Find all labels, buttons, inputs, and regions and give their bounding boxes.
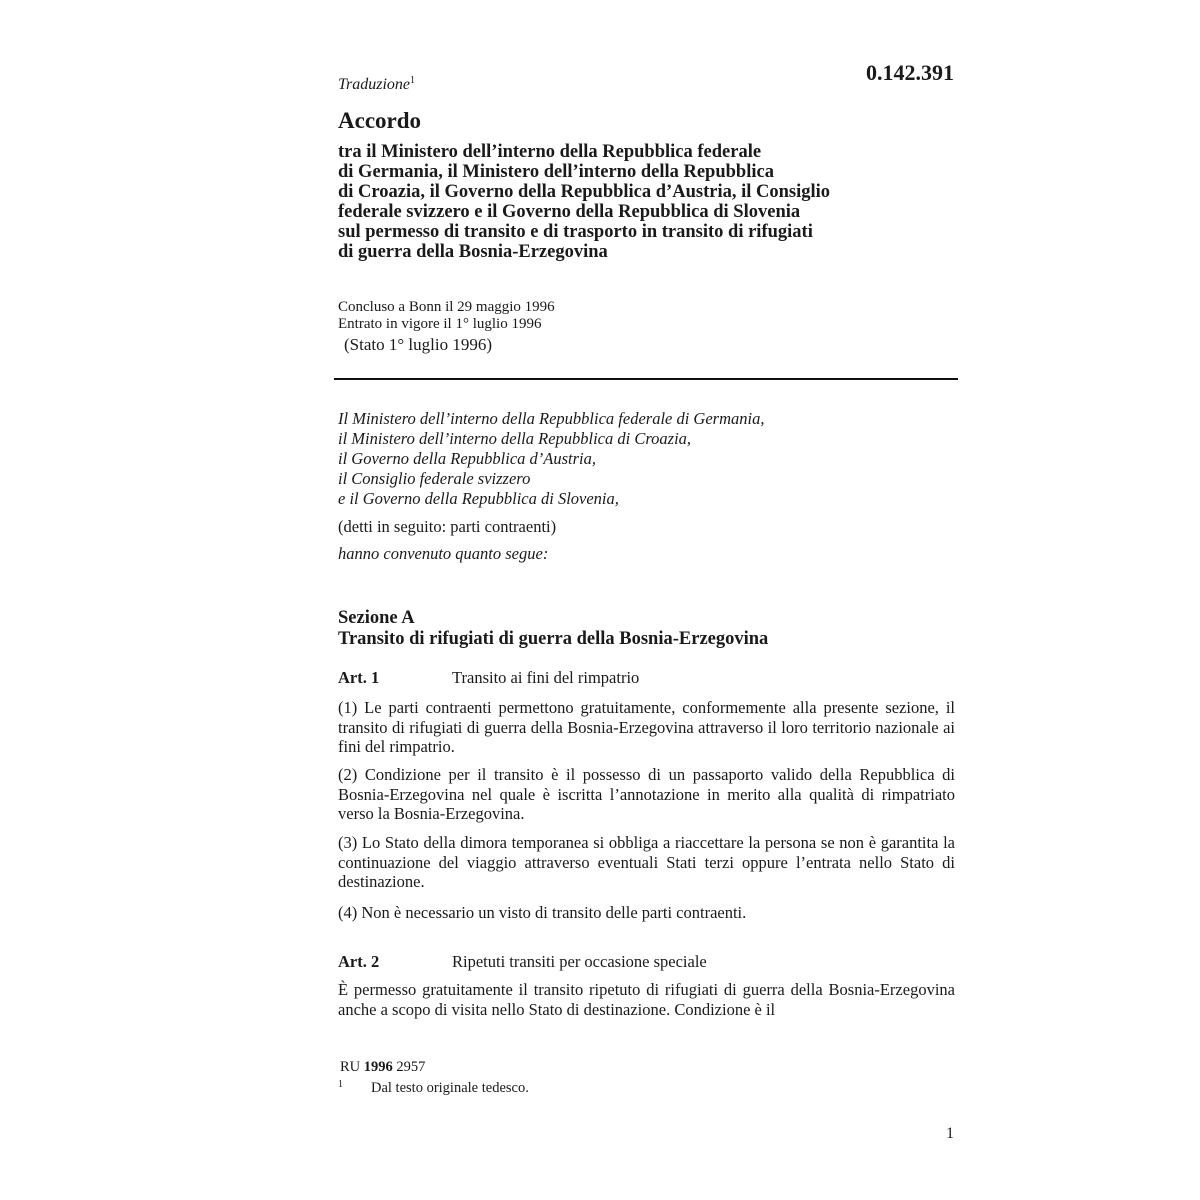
page-number: 1 (946, 1125, 954, 1142)
section-heading (338, 608, 768, 650)
concluded-date: Concluso a Bonn il 29 maggio 1996 (338, 299, 555, 315)
party-line: Il Ministero dell’interno della Repubblica federale di Germania, (338, 409, 765, 428)
article-heading (338, 952, 707, 972)
in-force-date: Entrato in vigore il 1° luglio 1996 (338, 316, 542, 332)
footnote (338, 1079, 529, 1097)
document-meta (338, 299, 555, 353)
document-subtitle (338, 142, 830, 262)
article-title: Ripetuti transiti per occasione speciale (452, 952, 707, 971)
translation-label-text: Traduzione (338, 76, 411, 93)
article-paragraph: (3) Lo Stato della dimora temporanea si obbliga a riaccettare la persona se non è garantita la continuazione del viaggio attraverso eventuali Stati terzi oppure l’entrata nello Stato di destinazione. (338, 833, 955, 891)
footnote-reference[interactable]: 1 (410, 75, 416, 86)
footnote-marker: 1 (338, 1079, 343, 1090)
subtitle-line: federale svizzero e il Governo della Repubblica di Slovenia (338, 202, 801, 222)
subtitle-line: di Germania, il Ministero dell’interno della Repubblica (338, 162, 774, 182)
subtitle-line: sul permesso di transito e di trasporto in transito di rifugiati (338, 222, 813, 242)
party-line: il Consiglio federale svizzero (338, 469, 531, 488)
ru-page: 2957 (396, 1059, 426, 1075)
agreed-clause: hanno convenuto quanto segue: (338, 544, 549, 563)
party-line: e il Governo della Repubblica di Slovenia, (338, 489, 619, 508)
article-paragraph: (4) Non è necessario un visto di transito delle parti contraenti. (338, 903, 747, 922)
article-number: Art. 2 (338, 952, 380, 971)
header-divider (334, 378, 958, 380)
state-date: (Stato 1° luglio 1996) (344, 335, 492, 354)
article-number: Art. 1 (338, 668, 380, 687)
official-compilation-reference (340, 1059, 425, 1076)
article-paragraph: È permesso gratuitamente il transito ripetuto di rifugiati di guerra della Bosnia-Erzegovina anche a scopo di visita nello Stato di destinazione. Condizione è il (338, 980, 955, 1019)
sr-number: 0.142.391 (866, 60, 954, 85)
parties-definition: (detti in seguito: parti contraenti) (338, 517, 557, 536)
translation-label (338, 75, 415, 94)
footnote-text: Dal testo originale tedesco. (371, 1080, 529, 1096)
subtitle-line: di Croazia, il Governo della Repubblica d’Austria, il Consiglio (338, 182, 831, 202)
party-line: il Governo della Repubblica d’Austria, (338, 449, 596, 468)
article-heading (338, 668, 639, 688)
preamble-parties (338, 409, 764, 509)
party-line: il Ministero dell’interno della Repubblica di Croazia, (338, 429, 692, 448)
subtitle-line: di guerra della Bosnia-Erzegovina (338, 242, 608, 262)
ru-prefix: RU (340, 1059, 361, 1075)
subtitle-line: tra il Ministero dell’interno della Repubblica federale (338, 142, 762, 162)
section-label: Sezione A (338, 608, 415, 628)
section-title: Transito di rifugiati di guerra della Bosnia-Erzegovina (338, 629, 769, 649)
article-paragraph: (2) Condizione per il transito è il possesso di un passaporto valido della Repubblica di Bosnia-Erzegovina nel quale è iscritta l’annotazione in merito alla qualità di rimpatriato verso la Bosnia-Erzegovina. (338, 765, 955, 823)
document-title: Accordo (338, 108, 422, 133)
ru-year: 1996 (363, 1059, 393, 1075)
article-paragraph: (1) Le parti contraenti permettono gratuitamente, conformemente alla presente sezione, il transito di rifugiati di guerra della Bosnia-Erzegovina attraverso il loro territorio nazionale ai fini del rimpatrio. (338, 698, 955, 756)
article-title: Transito ai fini del rimpatrio (452, 668, 640, 687)
